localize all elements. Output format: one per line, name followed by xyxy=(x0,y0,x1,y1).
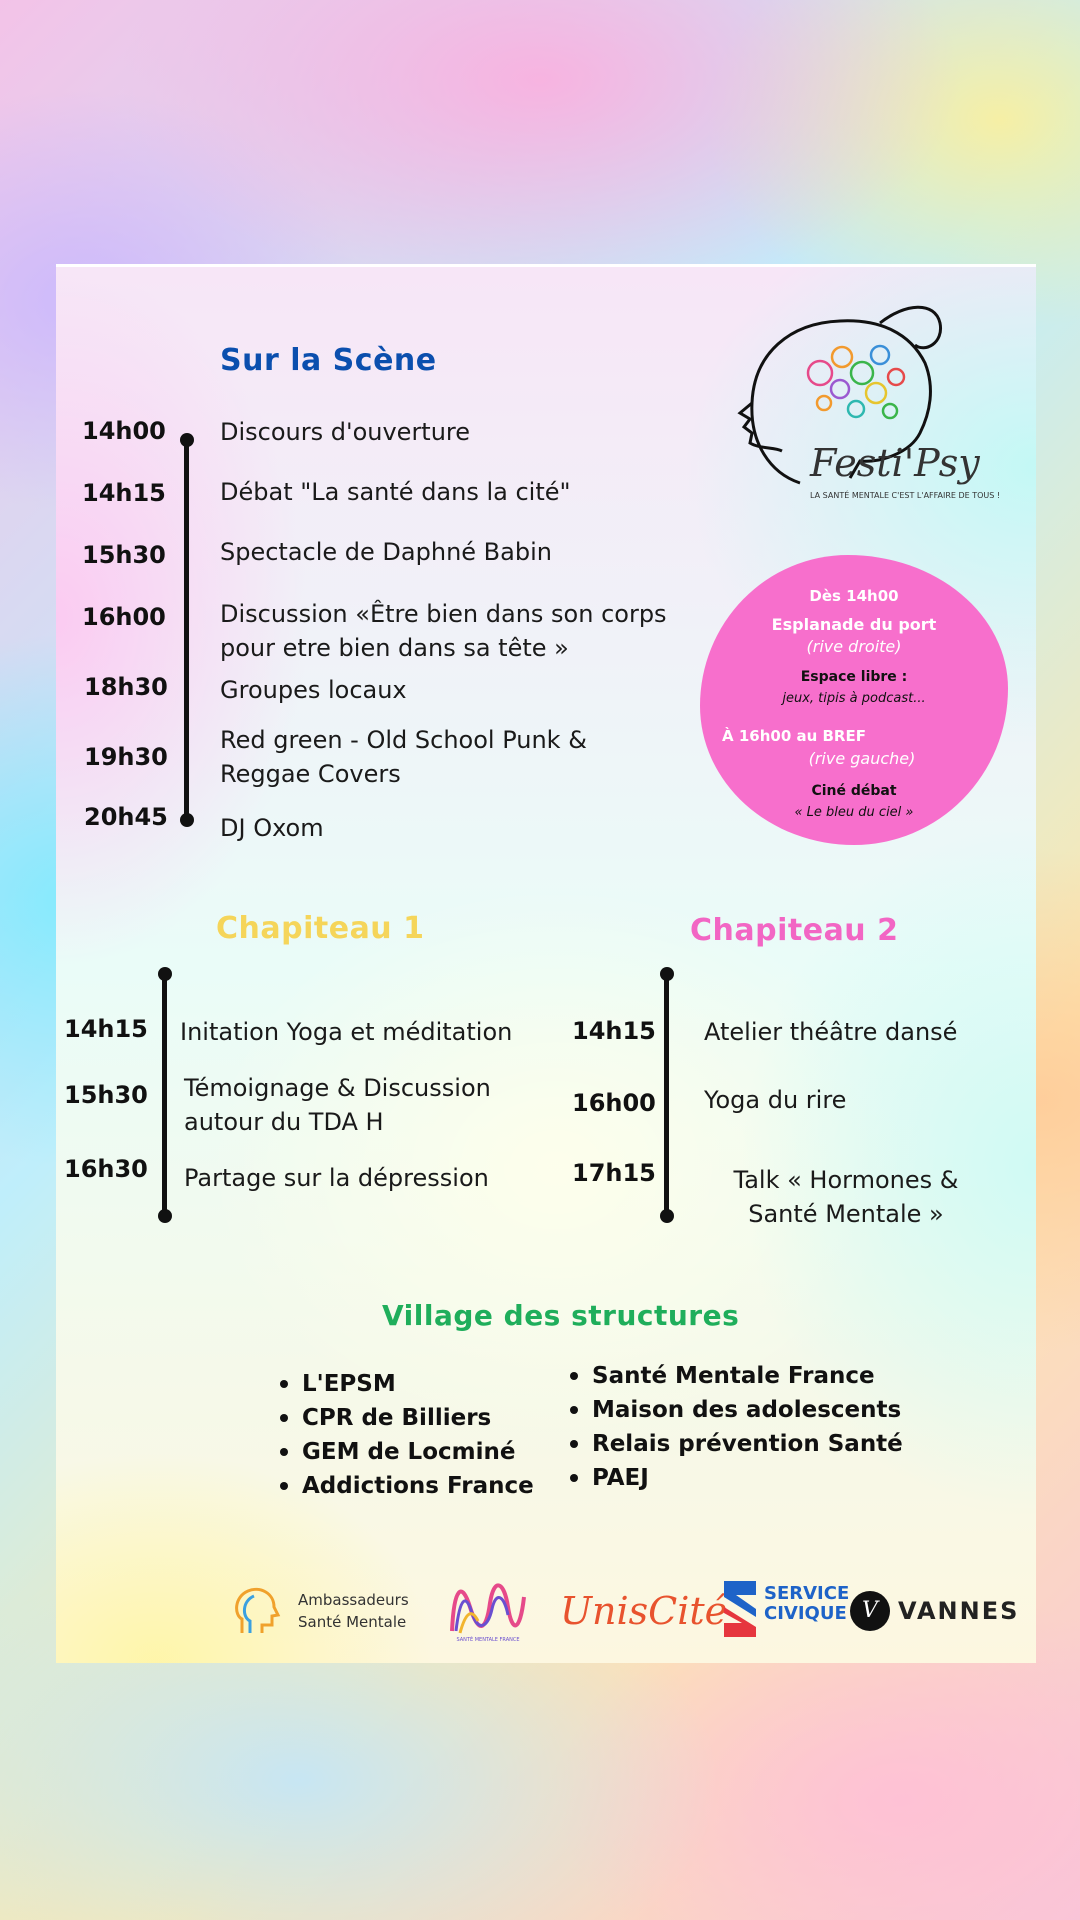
village-item: Maison des adolescents xyxy=(568,1393,903,1427)
bubble-free-space: Espace libre : xyxy=(800,669,908,685)
scene-timeline xyxy=(184,439,189,821)
festipsy-logo xyxy=(730,293,1001,523)
village-item: Relais prévention Santé xyxy=(568,1427,903,1461)
scene-act-6: Red green - Old School Punk & Reggae Covers xyxy=(220,726,587,788)
chapiteau1-timeline xyxy=(162,973,167,1217)
service-word: SERVICE xyxy=(764,1583,850,1604)
festipsy-tagline: LA SANTÉ MENTALE C'EST L'AFFAIRE DE TOUS ! xyxy=(810,491,1001,500)
head-silhouette-icon xyxy=(228,1583,286,1641)
info-bubble xyxy=(700,555,1008,845)
chap1-time-2: 15h30 xyxy=(64,1081,148,1109)
scene-timeline-end xyxy=(180,813,194,827)
scene-timeline-start xyxy=(180,433,194,447)
village-item: PAEJ xyxy=(568,1461,903,1495)
scene-act-5: Groupes locaux xyxy=(220,676,407,704)
ambassadeurs-line2: Santé Mentale xyxy=(298,1613,407,1631)
smf-waves-icon xyxy=(446,1577,530,1637)
uniscite-unis: Unis xyxy=(560,1589,649,1633)
scene-act-1: Discours d'ouverture xyxy=(220,418,471,446)
logo-sante-mentale-france xyxy=(446,1577,530,1647)
bubble-bref: À 16h00 au BREF xyxy=(722,727,866,745)
service-civique-s-icon xyxy=(720,1577,760,1641)
scene-time-1: 14h00 xyxy=(82,417,166,445)
scene-time-5: 18h30 xyxy=(84,673,168,701)
scene-time-4: 16h00 xyxy=(82,603,166,631)
logo-ambassadeurs xyxy=(228,1583,428,1643)
scene-act-4: Discussion «Être bien dans son corps pour etre bien dans sa tête » xyxy=(220,600,667,662)
chapiteau1-timeline-end xyxy=(158,1209,172,1223)
smf-small-text: SANTÉ MENTALE FRANCE xyxy=(456,1637,520,1643)
scene-time-6: 19h30 xyxy=(84,743,168,771)
chap1-act-3: Partage sur la dépression xyxy=(184,1164,489,1192)
ambassadeurs-line1: Ambassadeurs xyxy=(298,1591,409,1609)
logo-service-civique xyxy=(720,1577,850,1643)
chap1-act-1: Initation Yoga et méditation xyxy=(180,1018,513,1046)
civique-word: CIVIQUE xyxy=(764,1603,847,1624)
chap2-act-3: Talk « Hormones & Santé Mentale » xyxy=(733,1166,959,1228)
bubble-since: Dès 14h00 xyxy=(809,587,899,605)
uniscite-cite: Cité xyxy=(648,1589,728,1633)
head-profile-icon xyxy=(730,293,990,523)
village-list-left xyxy=(278,1367,534,1503)
bubble-place-side: (rive droite) xyxy=(806,637,902,656)
chapiteau2-title: Chapiteau 2 xyxy=(690,913,899,948)
chap2-act-1: Atelier théâtre dansé xyxy=(704,1018,958,1046)
chap2-time-3: 17h15 xyxy=(572,1159,656,1187)
village-item: L'EPSM xyxy=(278,1367,534,1401)
festipsy-name: Festi'Psy xyxy=(810,441,980,485)
village-item: CPR de Billiers xyxy=(278,1401,534,1435)
chap1-time-3: 16h30 xyxy=(64,1155,148,1183)
village-item: GEM de Locminé xyxy=(278,1435,534,1469)
vannes-word: VANNES xyxy=(898,1597,1020,1625)
logo-vannes xyxy=(850,1591,1020,1635)
village-list-right xyxy=(568,1359,903,1495)
festival-poster xyxy=(56,264,1036,1663)
bubble-place: Esplanade du port xyxy=(771,615,937,634)
chapiteau1-timeline-start xyxy=(158,967,172,981)
chapiteau2-timeline xyxy=(664,973,669,1217)
scene-time-7: 20h45 xyxy=(84,803,168,831)
bubble-free-detail: jeux, tipis à podcast... xyxy=(782,691,926,706)
chap2-act-2: Yoga du rire xyxy=(704,1086,847,1114)
logo-uniscite xyxy=(560,1589,727,1639)
bubble-cine: Ciné débat xyxy=(811,783,897,799)
village-title: Village des structures xyxy=(382,1299,740,1332)
bubble-bref-side: (rive gauche) xyxy=(808,749,916,768)
scene-time-3: 15h30 xyxy=(82,541,166,569)
village-item: Addictions France xyxy=(278,1469,534,1503)
chap1-time-1: 14h15 xyxy=(64,1015,148,1043)
chap2-time-1: 14h15 xyxy=(572,1017,656,1045)
chapiteau2-timeline-start xyxy=(660,967,674,981)
scene-title: Sur la Scène xyxy=(220,343,437,378)
village-item: Santé Mentale France xyxy=(568,1359,903,1393)
bubble-film: « Le bleu du ciel » xyxy=(794,805,914,820)
scene-time-2: 14h15 xyxy=(82,479,166,507)
scene-act-7: DJ Oxom xyxy=(220,814,324,842)
vannes-badge-letter: V xyxy=(862,1598,878,1623)
chap1-act-2: Témoignage & Discussion autour du TDA H xyxy=(184,1074,491,1136)
scene-act-2: Débat "La santé dans la cité" xyxy=(220,478,571,506)
chap2-time-2: 16h00 xyxy=(572,1089,656,1117)
scene-act-3: Spectacle de Daphné Babin xyxy=(220,538,552,566)
vannes-badge-icon xyxy=(850,1591,890,1631)
chapiteau1-title: Chapiteau 1 xyxy=(216,911,425,946)
chapiteau2-timeline-end xyxy=(660,1209,674,1223)
